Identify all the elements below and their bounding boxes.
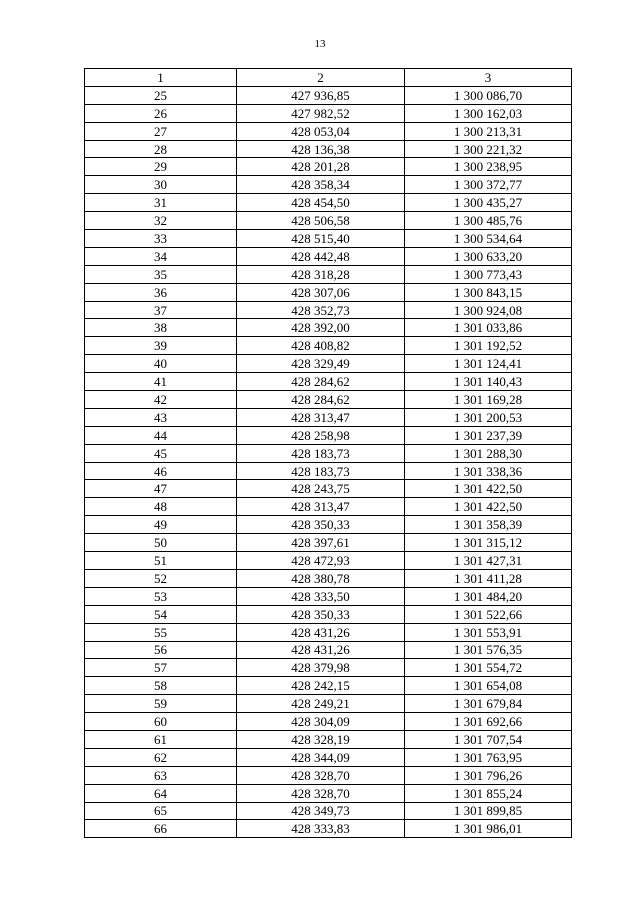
y-coordinate-cell: 1 301 484,20 [405,587,572,605]
table-row [85,498,572,516]
table-row [85,552,572,570]
table-row [85,534,572,552]
point-number-cell: 44 [85,426,237,444]
x-coordinate-cell: 428 408,82 [237,337,405,355]
table-row [85,516,572,534]
y-coordinate-cell: 1 300 534,64 [405,230,572,248]
y-coordinate-cell: 1 301 422,50 [405,480,572,498]
table-row [85,569,572,587]
point-number-cell: 49 [85,516,237,534]
coordinates-table [84,68,572,838]
x-coordinate-cell: 428 284,62 [237,391,405,409]
y-coordinate-cell: 1 301 796,26 [405,766,572,784]
table-row [85,480,572,498]
x-coordinate-cell: 428 183,73 [237,462,405,480]
x-coordinate-cell: 428 506,58 [237,212,405,230]
header-column-3: 3 [405,69,572,87]
y-coordinate-cell: 1 301 986,01 [405,820,572,838]
point-number-cell: 36 [85,283,237,301]
point-number-cell: 46 [85,462,237,480]
y-coordinate-cell: 1 301 553,91 [405,623,572,641]
point-number-cell: 38 [85,319,237,337]
x-coordinate-cell: 428 431,26 [237,641,405,659]
x-coordinate-cell: 428 333,50 [237,587,405,605]
table-row [85,820,572,838]
point-number-cell: 58 [85,677,237,695]
y-coordinate-cell: 1 301 707,54 [405,730,572,748]
table-row [85,212,572,230]
x-coordinate-cell: 428 201,28 [237,158,405,176]
x-coordinate-cell: 428 344,09 [237,748,405,766]
y-coordinate-cell: 1 301 192,52 [405,337,572,355]
x-coordinate-cell: 428 313,47 [237,408,405,426]
y-coordinate-cell: 1 301 576,35 [405,641,572,659]
point-number-cell: 35 [85,265,237,283]
table-row [85,623,572,641]
point-number-cell: 33 [85,230,237,248]
table-row [85,605,572,623]
y-coordinate-cell: 1 300 843,15 [405,283,572,301]
x-coordinate-cell: 428 284,62 [237,373,405,391]
y-coordinate-cell: 1 301 169,28 [405,391,572,409]
y-coordinate-cell: 1 300 086,70 [405,86,572,104]
x-coordinate-cell: 428 349,73 [237,802,405,820]
x-coordinate-cell: 428 183,73 [237,444,405,462]
x-coordinate-cell: 428 242,15 [237,677,405,695]
x-coordinate-cell: 428 379,98 [237,659,405,677]
y-coordinate-cell: 1 301 763,95 [405,748,572,766]
y-coordinate-cell: 1 301 124,41 [405,355,572,373]
point-number-cell: 50 [85,534,237,552]
x-coordinate-cell: 428 053,04 [237,122,405,140]
point-number-cell: 61 [85,730,237,748]
y-coordinate-cell: 1 301 200,53 [405,408,572,426]
x-coordinate-cell: 428 258,98 [237,426,405,444]
x-coordinate-cell: 428 313,47 [237,498,405,516]
point-number-cell: 26 [85,104,237,122]
table-row [85,194,572,212]
point-number-cell: 41 [85,373,237,391]
table-row [85,748,572,766]
point-number-cell: 27 [85,122,237,140]
x-coordinate-cell: 428 328,19 [237,730,405,748]
table-row [85,86,572,104]
table-row [85,408,572,426]
point-number-cell: 31 [85,194,237,212]
table-row [85,283,572,301]
y-coordinate-cell: 1 300 213,31 [405,122,572,140]
x-coordinate-cell: 428 328,70 [237,766,405,784]
point-number-cell: 47 [85,480,237,498]
point-number-cell: 55 [85,623,237,641]
y-coordinate-cell: 1 301 855,24 [405,784,572,802]
x-coordinate-cell: 428 304,09 [237,713,405,731]
point-number-cell: 53 [85,587,237,605]
y-coordinate-cell: 1 300 372,77 [405,176,572,194]
y-coordinate-cell: 1 301 679,84 [405,695,572,713]
y-coordinate-cell: 1 301 358,39 [405,516,572,534]
header-row [85,69,572,87]
table-row [85,784,572,802]
table-row [85,122,572,140]
y-coordinate-cell: 1 300 773,43 [405,265,572,283]
table-row [85,176,572,194]
table-row [85,641,572,659]
point-number-cell: 52 [85,569,237,587]
table-row [85,104,572,122]
point-number-cell: 29 [85,158,237,176]
table-row [85,462,572,480]
table-row [85,158,572,176]
x-coordinate-cell: 428 329,49 [237,355,405,373]
table-row [85,677,572,695]
point-number-cell: 56 [85,641,237,659]
point-number-cell: 65 [85,802,237,820]
table-row [85,319,572,337]
point-number-cell: 40 [85,355,237,373]
point-number-cell: 43 [85,408,237,426]
x-coordinate-cell: 428 397,61 [237,534,405,552]
x-coordinate-cell: 428 392,00 [237,319,405,337]
table-header [85,69,572,87]
x-coordinate-cell: 428 307,06 [237,283,405,301]
point-number-cell: 30 [85,176,237,194]
table-row [85,391,572,409]
header-column-1: 1 [85,69,237,87]
table-row [85,140,572,158]
x-coordinate-cell: 428 358,34 [237,176,405,194]
x-coordinate-cell: 428 431,26 [237,623,405,641]
point-number-cell: 51 [85,552,237,570]
x-coordinate-cell: 428 380,78 [237,569,405,587]
point-number-cell: 57 [85,659,237,677]
y-coordinate-cell: 1 301 422,50 [405,498,572,516]
point-number-cell: 28 [85,140,237,158]
x-coordinate-cell: 428 328,70 [237,784,405,802]
y-coordinate-cell: 1 300 238,95 [405,158,572,176]
y-coordinate-cell: 1 300 924,08 [405,301,572,319]
y-coordinate-cell: 1 300 485,76 [405,212,572,230]
point-number-cell: 66 [85,820,237,838]
point-number-cell: 34 [85,247,237,265]
x-coordinate-cell: 428 454,50 [237,194,405,212]
y-coordinate-cell: 1 300 633,20 [405,247,572,265]
point-number-cell: 37 [85,301,237,319]
x-coordinate-cell: 428 318,28 [237,265,405,283]
table-row [85,730,572,748]
y-coordinate-cell: 1 301 411,28 [405,569,572,587]
table-row [85,766,572,784]
table-row [85,373,572,391]
point-number-cell: 64 [85,784,237,802]
y-coordinate-cell: 1 301 899,85 [405,802,572,820]
y-coordinate-cell: 1 300 221,32 [405,140,572,158]
point-number-cell: 60 [85,713,237,731]
y-coordinate-cell: 1 301 427,31 [405,552,572,570]
y-coordinate-cell: 1 300 435,27 [405,194,572,212]
table-row [85,426,572,444]
page-number: 13 [314,38,326,50]
header-column-2: 2 [237,69,405,87]
table-row [85,301,572,319]
y-coordinate-cell: 1 301 237,39 [405,426,572,444]
table-row [85,230,572,248]
point-number-cell: 25 [85,86,237,104]
x-coordinate-cell: 428 352,73 [237,301,405,319]
point-number-cell: 59 [85,695,237,713]
y-coordinate-cell: 1 301 338,36 [405,462,572,480]
y-coordinate-cell: 1 301 654,08 [405,677,572,695]
table-row [85,587,572,605]
table-row [85,444,572,462]
y-coordinate-cell: 1 301 692,66 [405,713,572,731]
point-number-cell: 63 [85,766,237,784]
point-number-cell: 62 [85,748,237,766]
x-coordinate-cell: 428 472,93 [237,552,405,570]
table-row [85,659,572,677]
table-row [85,713,572,731]
x-coordinate-cell: 428 249,21 [237,695,405,713]
y-coordinate-cell: 1 301 522,66 [405,605,572,623]
point-number-cell: 54 [85,605,237,623]
point-number-cell: 32 [85,212,237,230]
y-coordinate-cell: 1 301 140,43 [405,373,572,391]
table-row [85,695,572,713]
point-number-cell: 48 [85,498,237,516]
x-coordinate-cell: 427 982,52 [237,104,405,122]
y-coordinate-cell: 1 301 033,86 [405,319,572,337]
x-coordinate-cell: 428 136,38 [237,140,405,158]
x-coordinate-cell: 427 936,85 [237,86,405,104]
point-number-cell: 45 [85,444,237,462]
point-number-cell: 39 [85,337,237,355]
table-row [85,802,572,820]
table-row [85,355,572,373]
x-coordinate-cell: 428 515,40 [237,230,405,248]
x-coordinate-cell: 428 243,75 [237,480,405,498]
table-row [85,337,572,355]
point-number-cell: 42 [85,391,237,409]
table-row [85,265,572,283]
y-coordinate-cell: 1 301 315,12 [405,534,572,552]
y-coordinate-cell: 1 301 554,72 [405,659,572,677]
x-coordinate-cell: 428 350,33 [237,516,405,534]
y-coordinate-cell: 1 300 162,03 [405,104,572,122]
x-coordinate-cell: 428 350,33 [237,605,405,623]
x-coordinate-cell: 428 442,48 [237,247,405,265]
table-row [85,247,572,265]
x-coordinate-cell: 428 333,83 [237,820,405,838]
table-body [85,86,572,837]
y-coordinate-cell: 1 301 288,30 [405,444,572,462]
